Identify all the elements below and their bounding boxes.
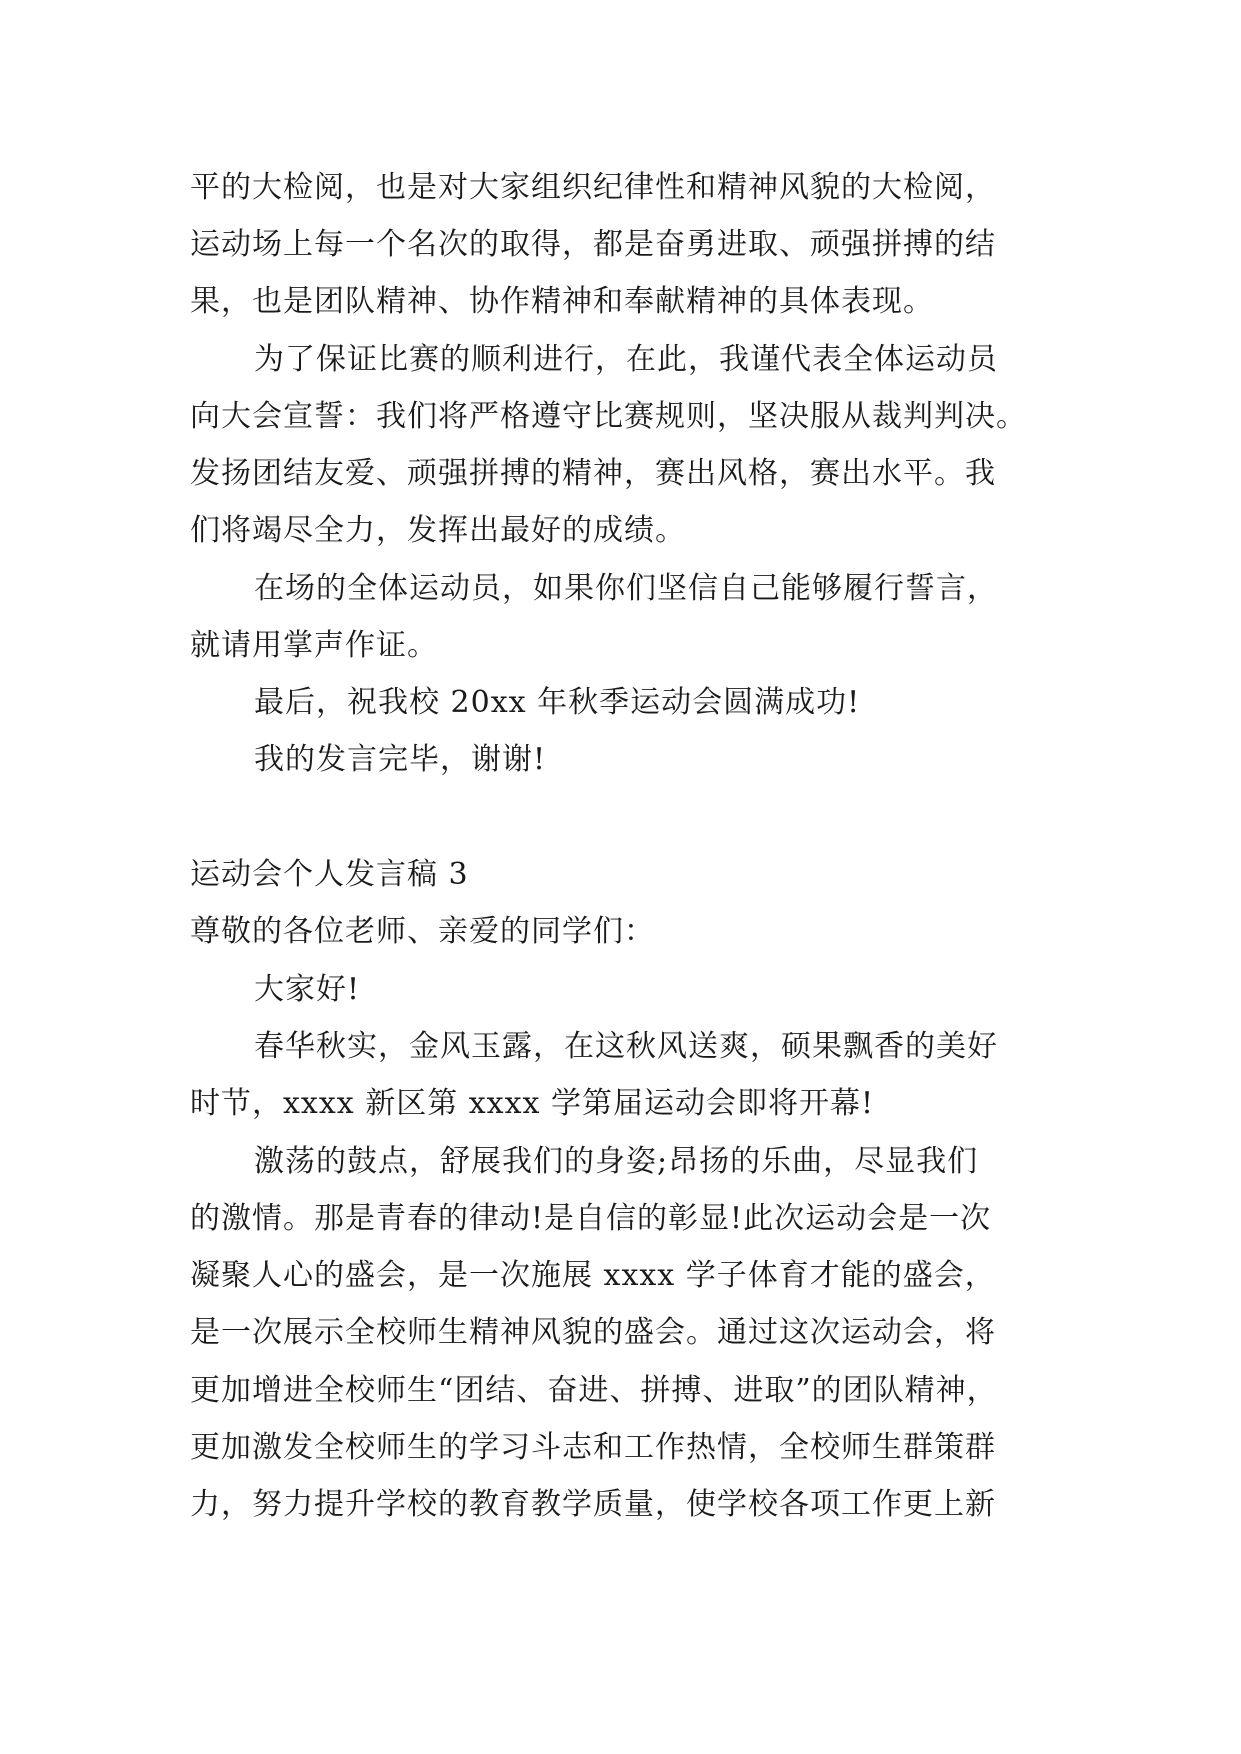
- paragraph-line: 运动场上每一个名次的取得，都是奋勇进取、顽强拼搏的结: [190, 227, 996, 262]
- paragraph-line: 更加激发全校师生的学习斗志和工作热情，全校师生群策群: [190, 1430, 996, 1465]
- paragraph-line: 激荡的鼓点，舒展我们的身姿;昂扬的乐曲，尽显我们: [254, 1144, 979, 1179]
- section-title: 运动会个人发言稿 3: [190, 857, 469, 892]
- paragraph-line: 果，也是团队精神、协作精神和奉献精神的具体表现。: [190, 284, 934, 319]
- salutation: 尊敬的各位老师、亲爱的同学们：: [190, 914, 655, 949]
- paragraph-line: 最后，祝我校 20xx 年秋季运动会圆满成功!: [254, 685, 861, 720]
- paragraph-line: 为了保证比赛的顺利进行，在此，我谨代表全体运动员: [254, 342, 998, 377]
- paragraph-line: 发扬团结友爱、顽强拼搏的精神，赛出风格，赛出水平。我: [190, 456, 996, 491]
- paragraph-line: 力，努力提升学校的教育教学质量，使学校各项工作更上新: [190, 1487, 996, 1522]
- paragraph-line: 是一次展示全校师生精神风貌的盛会。通过这次运动会，将: [190, 1315, 996, 1350]
- paragraph-line: 向大会宣誓：我们将严格遵守比赛规则，坚决服从裁判判决。: [190, 399, 1027, 434]
- paragraph-line: 就请用掌声作证。: [190, 628, 438, 663]
- paragraph-line: 凝聚人心的盛会，是一次施展 xxxx 学子体育才能的盛会，: [190, 1258, 996, 1293]
- paragraph-line: 平的大检阅，也是对大家组织纪律性和精神风貌的大检阅，: [190, 170, 996, 205]
- greeting: 大家好!: [254, 972, 361, 1007]
- paragraph-line: 春华秋实，金风玉露，在这秋风送爽，硕果飘香的美好: [254, 1029, 998, 1064]
- paragraph-line: 更加增进全校师生“团结、奋进、拼搏、进取”的团队精神，: [190, 1373, 998, 1408]
- paragraph-line: 的激情。那是青春的律动!是自信的彰显!此次运动会是一次: [190, 1201, 992, 1236]
- paragraph-line: 们将竭尽全力，发挥出最好的成绩。: [190, 513, 686, 548]
- paragraph-line: 时节，xxxx 新区第 xxxx 学第届运动会即将开幕!: [190, 1086, 875, 1121]
- paragraph-line: 在场的全体运动员，如果你们坚信自己能够履行誓言，: [254, 571, 998, 606]
- paragraph-line: 我的发言完毕，谢谢!: [254, 742, 547, 777]
